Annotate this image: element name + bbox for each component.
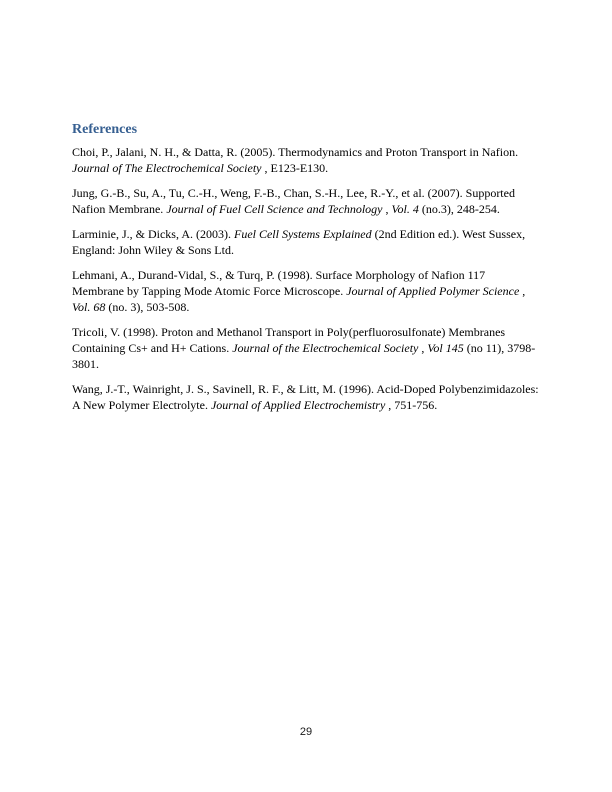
reference-segment: (no 11), 3798-3801.: [72, 341, 536, 371]
reference-segment: Journal of Applied Electrochemistry: [210, 398, 386, 412]
reference-segment: Jung, G.-B., Su, A., Tu, C.-H., Weng, F.-B., Chan, S.-H., Lee, R.-Y., et al. (2007). Supported Nafion Membrane.: [72, 186, 515, 216]
reference-segment: Vol. 4: [391, 202, 419, 216]
reference-segment: Fuel Cell Systems Explained: [233, 227, 372, 241]
reference-segment: (no. 3), 503-508.: [105, 300, 190, 314]
reference-segment: Journal of Fuel Cell Science and Technology: [166, 202, 383, 216]
reference-segment: , 751-756.: [385, 398, 438, 412]
reference-segment: (no.3), 248-254.: [418, 202, 500, 216]
reference-entry: [72, 381, 540, 413]
reference-segment: Vol 145: [427, 341, 464, 355]
reference-entry: [72, 185, 540, 217]
reference-segment: Vol. 68: [72, 300, 106, 314]
reference-segment: Wang, J.-T., Wainright, J. S., Savinell, R. F., & Litt, M. (1996). Acid-Doped Polybenzimidazoles: A New Polymer Electrolyte.: [72, 382, 539, 412]
reference-segment: , E123-E130.: [261, 161, 329, 175]
page-number: 29: [299, 726, 313, 738]
reference-segment: Larminie, J., & Dicks, A. (2003).: [72, 227, 234, 241]
reference-segment: (2nd Edition ed.). West Sussex, England: John Wiley & Sons Ltd.: [72, 227, 526, 257]
reference-segment: Tricoli, V. (1998). Proton and Methanol Transport in Poly(perfluorosulfonate) Membranes Containing Cs+ and H+ Cations.: [72, 325, 506, 355]
reference-entry: [72, 324, 540, 372]
reference-segment: Journal of the Electrochemical Society: [232, 341, 419, 355]
reference-segment: Journal of The Electrochemical Society: [72, 161, 262, 175]
reference-segment: Journal of Applied Polymer Science: [346, 284, 520, 298]
reference-segment: ,: [382, 202, 392, 216]
reference-entry: [72, 144, 540, 176]
references-section: [72, 121, 540, 422]
reference-segment: ,: [418, 341, 428, 355]
references-heading: References: [72, 122, 138, 137]
reference-segment: Choi, P., Jalani, N. H., & Datta, R. (2005). Thermodynamics and Proton Transport in Nafion.: [72, 145, 519, 159]
reference-entry: [72, 226, 540, 258]
reference-entry: [72, 267, 540, 315]
reference-segment: Lehmani, A., Durand-Vidal, S., & Turq, P. (1998). Surface Morphology of Nafion 117 Membrane by Tapping Mode Atomic Force Microscope.: [72, 268, 486, 298]
reference-list: [72, 144, 540, 413]
reference-segment: ,: [519, 284, 526, 298]
